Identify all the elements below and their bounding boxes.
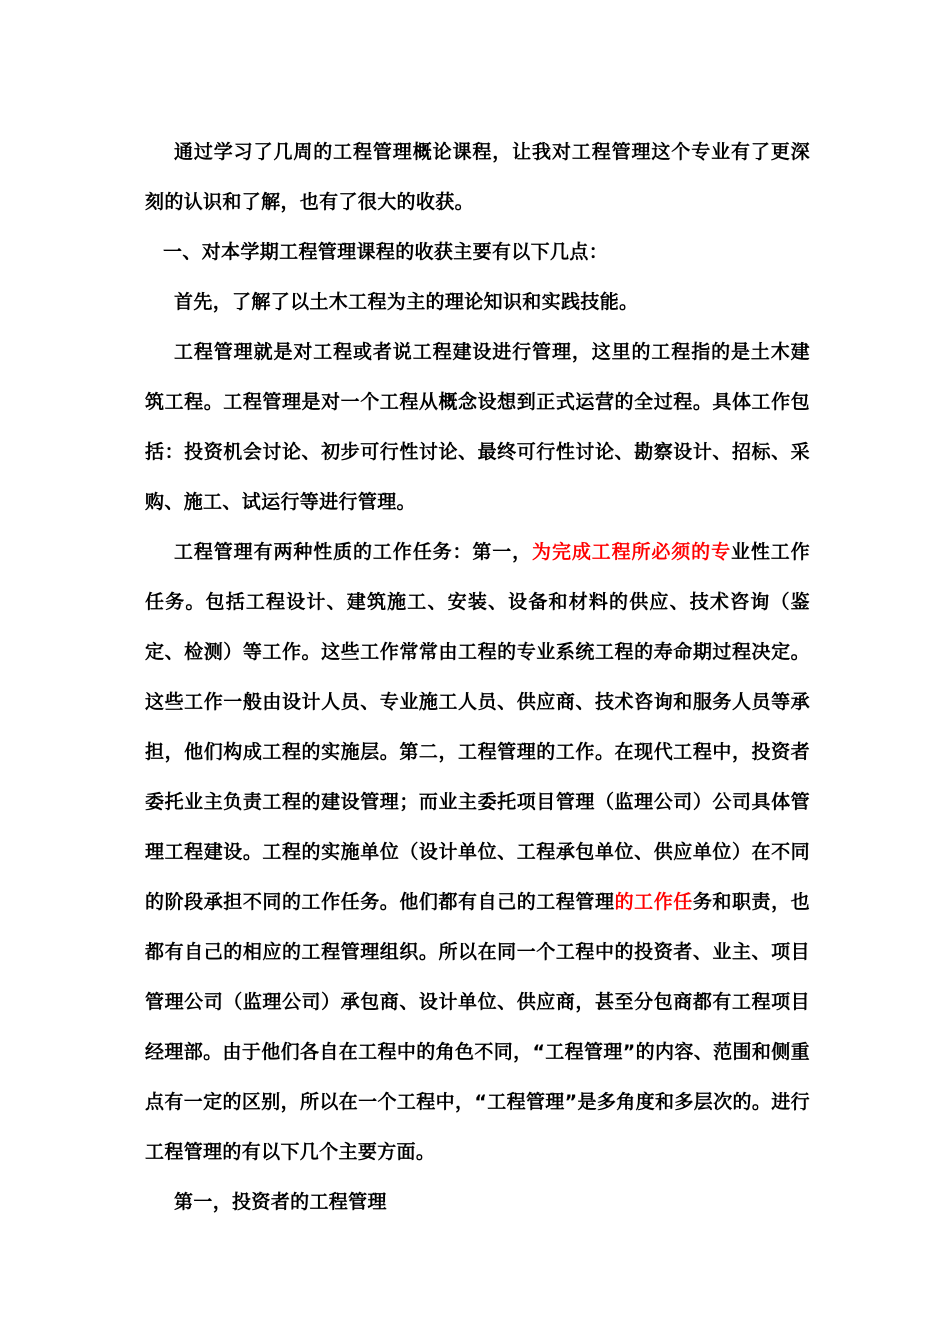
section-heading: 一、对本学期工程管理课程的收获主要有以下几点：: [163, 241, 609, 263]
highlighted-text: 的工作任: [614, 891, 693, 913]
highlighted-text: 为完成工程所必须的专: [532, 541, 731, 563]
tasks-text-3: 务和职责，也都有自己的相应的工程管理组织。所以在同一个工程中的投资者、业主、项目管理公司（监理公司）承包商、设计单位、供应商，甚至分包商都有工程项目经理部。由于他们各自在工程中的角色不同，“工程管理”的内容、范围和侧重点有一定的区别，所以在一个工程中，“工程管理”是多角度和多层次的。进行工程管理的有以下几个主要方面。: [145, 891, 811, 1163]
tasks-text-1: 工程管理有两种性质的工作任务：第一，: [174, 541, 533, 563]
tasks-text-2: 业性工作任务。包括工程设计、建筑施工、安装、设备和材料的供应、技术咨询（鉴定、检测）等工作。这些工作常常由工程的专业系统工程的寿命期过程决定。这些工作一般由设计人员、专业施工人员、供应商、技术咨询和服务人员等承担，他们构成工程的实施层。第二，工程管理的工作。在现代工程中，投资者委托业主负责工程的建设管理；而业主委托项目管理（监理公司）公司具体管理工程建设。工程的实施单位（设计单位、工程承包单位、供应单位）在不同的阶段承担不同的工作任务。他们都有自己的工程管理: [145, 541, 810, 913]
intro-paragraph: 通过学习了几周的工程管理概论课程，让我对工程管理这个专业有了更深刻的认识和了解，也有了很大的收获。: [145, 141, 810, 213]
definition-paragraph: 工程管理就是对工程或者说工程建设进行管理，这里的工程指的是土木建筑工程。工程管理是对一个工程从概念设想到正式运营的全过程。具体工作包括：投资机会讨论、初步可行性讨论、最终可行性讨论、勘察设计、招标、采购、施工、试运行等进行管理。: [145, 341, 810, 513]
investor-heading: 第一，投资者的工程管理: [174, 1191, 387, 1213]
document-body: [145, 127, 810, 1227]
tasks-paragraph: [145, 527, 810, 1177]
first-point-paragraph: 首先，了解了以土木工程为主的理论知识和实践技能。: [174, 291, 639, 313]
